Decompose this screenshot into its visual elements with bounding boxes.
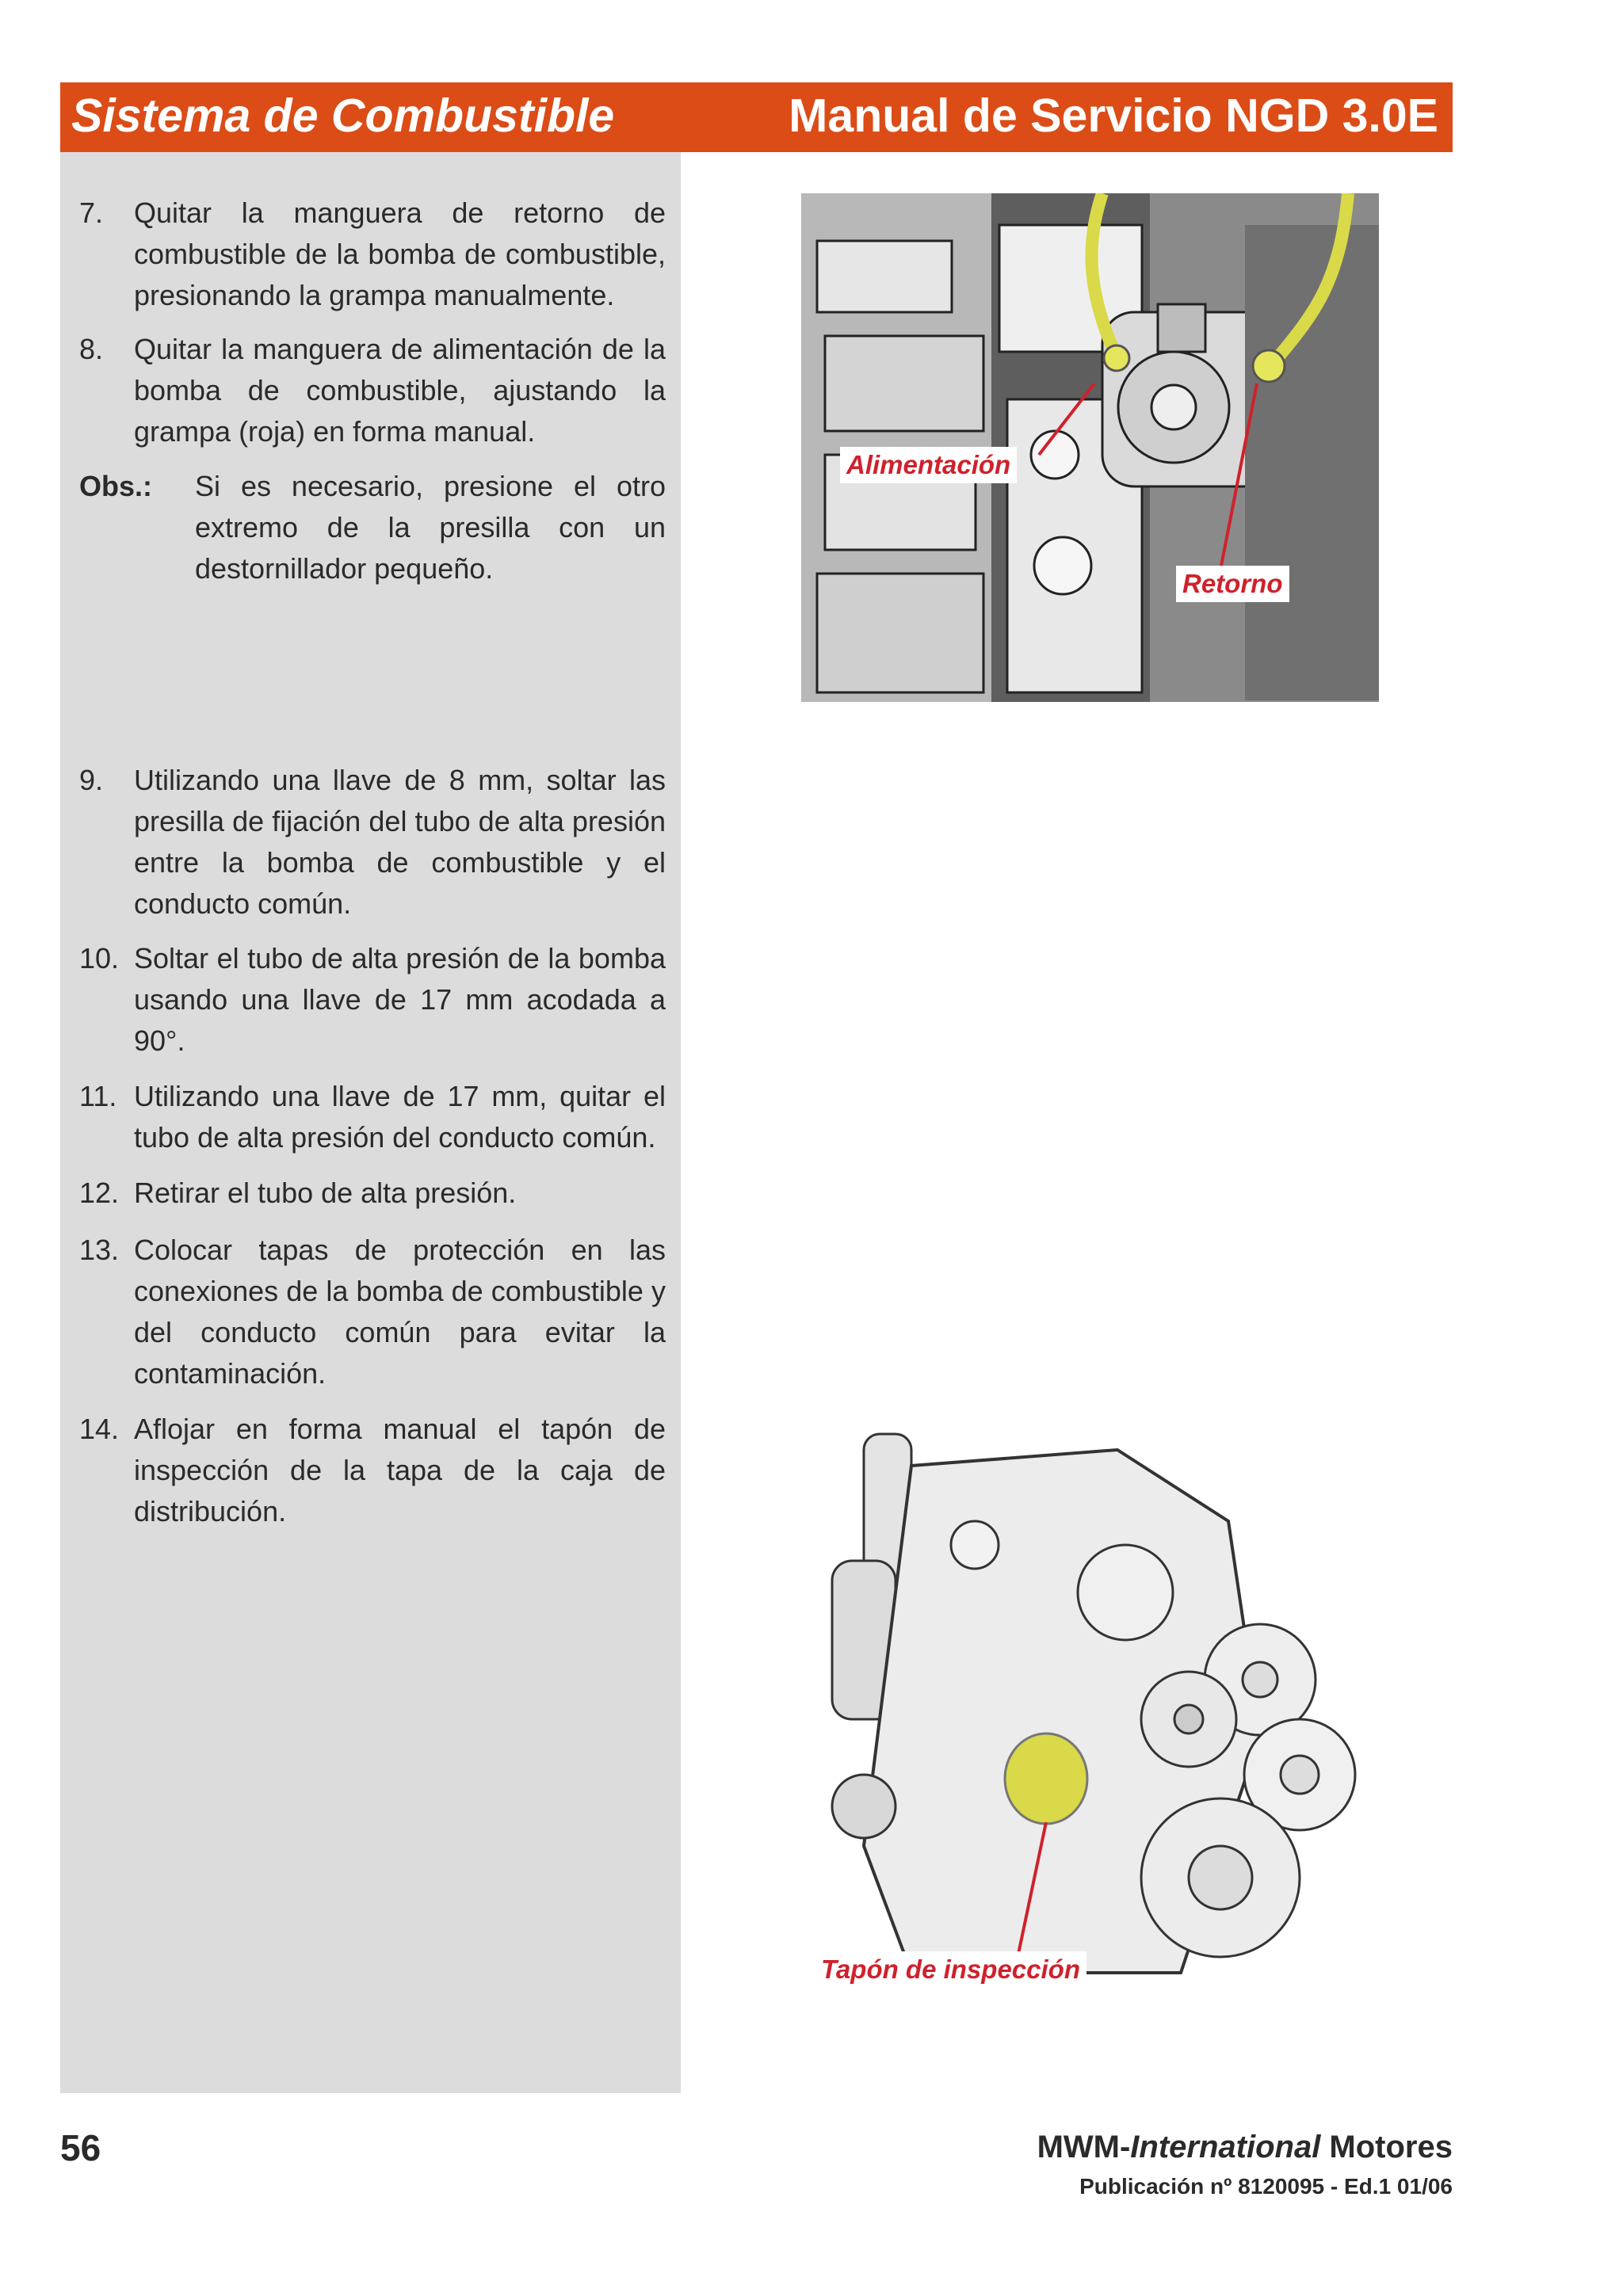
step-text: Utilizando una llave de 8 mm, soltar las presilla de fijación del tubo de alta presión entre la bomba de combustible y el conducto común. <box>134 764 666 920</box>
step-text: Retirar el tubo de alta presión. <box>134 1177 517 1209</box>
return-hose-label: Retorno <box>1176 566 1289 602</box>
step-number: 10. <box>79 942 120 974</box>
step-text: Quitar la manguera de alimentación de la bomba de combustible, ajustando la grampa (roja) en forma manual. <box>134 333 666 448</box>
engine-illustration <box>816 1402 1371 2012</box>
step-text: Aflojar en forma manual el tapón de inspección de la tapa de la caja de distribución. <box>134 1413 666 1527</box>
step-number: 9. <box>79 764 104 796</box>
page-number: 56 <box>60 2127 101 2168</box>
step-number: 13. <box>79 1234 120 1266</box>
publication-info: Publicación nº 8120095 - Ed.1 01/06 <box>1079 2174 1453 2199</box>
step-number: 12. <box>79 1177 120 1209</box>
step-text: Colocar tapas de protección en las conexiones de la bomba de combustible y del conducto común para evitar la contaminación. <box>134 1234 666 1390</box>
publisher-brand <box>1037 2130 1453 2165</box>
brand-suffix: Motores <box>1320 2130 1453 2164</box>
step-number: 14. <box>79 1413 120 1445</box>
manual-title: Manual de Servicio NGD 3.0E <box>789 90 1438 142</box>
inspection-plug-label: Tapón de inspección <box>815 1951 1086 1988</box>
obs-text: Si es necesario, presione el otro extremo de la presilla con un destornillador pequeño. <box>195 470 666 585</box>
brand-prefix: MWM- <box>1037 2130 1131 2164</box>
step-number: 7. <box>79 196 104 229</box>
feed-hose-label: Alimentación <box>840 447 1017 483</box>
engine-photo <box>816 1402 1371 2012</box>
step-number: 8. <box>79 333 104 365</box>
step-number: 11. <box>79 1080 117 1112</box>
page-header <box>60 82 1453 152</box>
step-text: Utilizando una llave de 17 mm, quitar el tubo de alta presión del conducto común. <box>134 1080 666 1154</box>
brand-italic: International <box>1130 2130 1321 2164</box>
section-title: Sistema de Combustible <box>71 90 615 142</box>
step-text: Soltar el tubo de alta presión de la bomba usando una llave de 17 mm acodada a 90°. <box>134 942 666 1057</box>
obs-label: Obs.: <box>79 470 153 502</box>
step-text: Quitar la manguera de retorno de combustible de la bomba de combustible, presionando la grampa manualmente. <box>134 196 666 311</box>
